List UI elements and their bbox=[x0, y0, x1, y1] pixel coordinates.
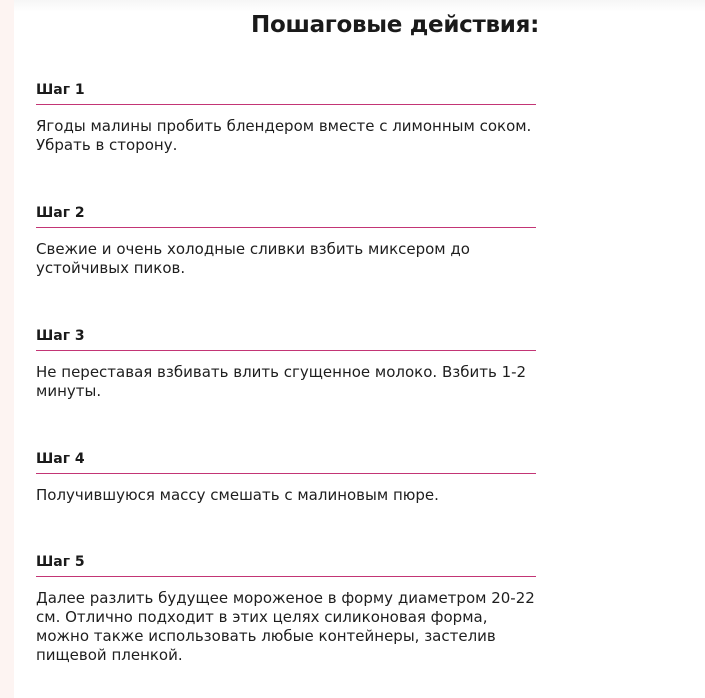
step-1 bbox=[36, 80, 536, 155]
step-3 bbox=[36, 326, 536, 401]
top-shadow bbox=[14, 0, 705, 12]
step-divider bbox=[36, 104, 536, 105]
step-label: Шаг 1 bbox=[36, 82, 85, 98]
step-4 bbox=[36, 449, 536, 505]
left-decorative-strip bbox=[0, 0, 14, 698]
step-label: Шаг 2 bbox=[36, 205, 85, 221]
step-text: Ягоды малины пробить блендером вместе с лимонным соком. Убрать в сторону. bbox=[36, 117, 532, 154]
step-divider bbox=[36, 576, 536, 577]
step-text: Далее разлить будущее мороженое в форму диаметром 20-22 см. Отлично подходит в этих целях силиконовая форма, можно также использовать любые контейнеры, застелив пищевой пленкой. bbox=[36, 589, 535, 664]
step-text: Свежие и очень холодные сливки взбить миксером до устойчивых пиков. bbox=[36, 240, 470, 277]
step-text: Получившуюся массу смешать с малиновым пюре. bbox=[36, 486, 439, 504]
step-divider bbox=[36, 473, 536, 474]
step-label: Шаг 4 bbox=[36, 451, 85, 467]
step-2 bbox=[36, 203, 536, 278]
step-5 bbox=[36, 552, 536, 665]
step-label: Шаг 3 bbox=[36, 328, 85, 344]
step-divider bbox=[36, 227, 536, 228]
step-divider bbox=[36, 350, 536, 351]
page-title: Пошаговые действия: bbox=[251, 12, 539, 38]
step-label: Шаг 5 bbox=[36, 554, 85, 570]
step-text: Не переставая взбивать влить сгущенное молоко. Взбить 1-2 минуты. bbox=[36, 363, 527, 400]
